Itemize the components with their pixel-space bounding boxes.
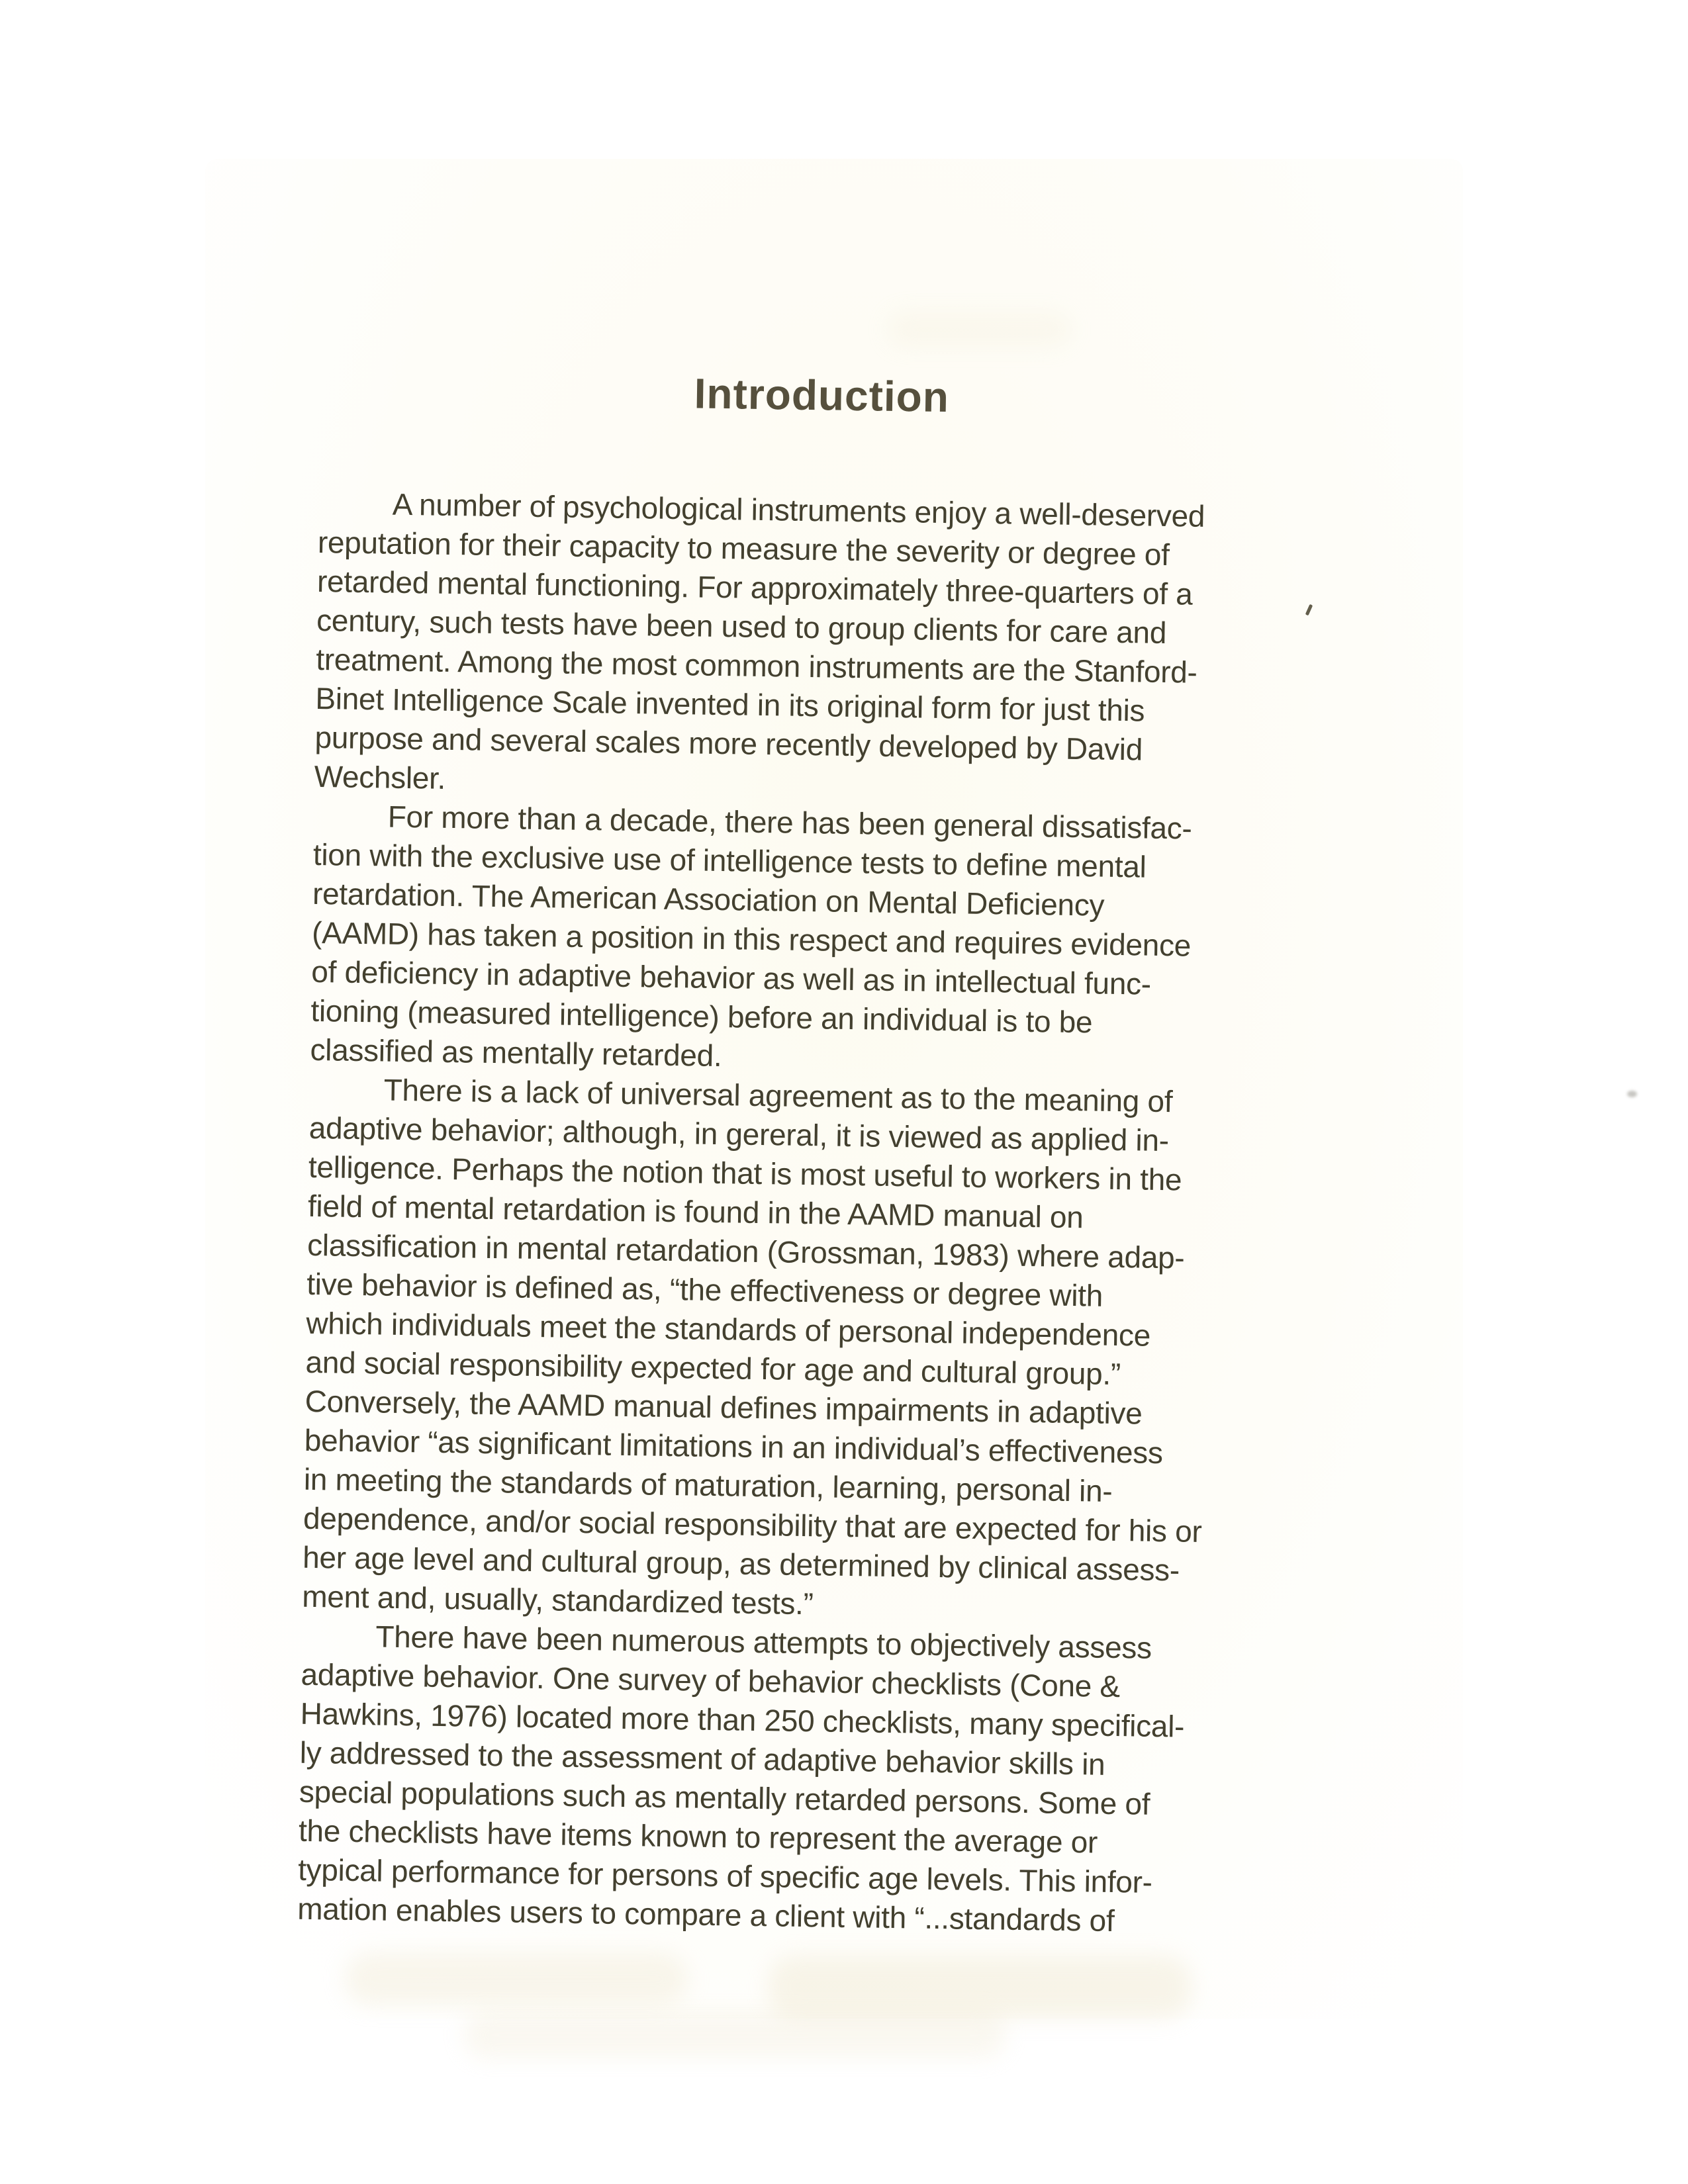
text-line: classified as mentally retarded. bbox=[310, 1032, 722, 1073]
text-line: mation enables users to compare a client with “...standards of bbox=[297, 1891, 1115, 1938]
text-line: and social responsibility expected for age and cultural group.” bbox=[305, 1344, 1121, 1392]
text-line: classification in mental retardation (Grossman, 1983) where adap- bbox=[306, 1227, 1185, 1275]
text-line: telligence. Perhaps the notion that is most useful to workers in the bbox=[308, 1149, 1182, 1197]
body-text bbox=[297, 484, 1404, 1944]
text-line: the checklists have items known to represent the average or bbox=[298, 1813, 1098, 1860]
text-line: Conversely, the AAMD manual defines impairments in adaptive bbox=[305, 1383, 1143, 1431]
text-line: ly addressed to the assessment of adaptive behavior skills in bbox=[299, 1735, 1105, 1782]
text-line: For more than a decade, there has been general dissatisfac- bbox=[387, 799, 1192, 846]
text-line: (AAMD) has taken a position in this respect and requires evidence bbox=[311, 915, 1192, 963]
text-line: reputation for their capacity to measure the severity or degree of bbox=[317, 524, 1170, 572]
text-line: her age level and cultural group, as determined by clinical assess- bbox=[302, 1539, 1180, 1588]
text-line: A number of psychological instruments enjoy a well-deserved bbox=[392, 486, 1205, 533]
text-line: which individuals meet the standards of personal independence bbox=[306, 1305, 1151, 1353]
text-line: There is a lack of universal agreement as to the meaning of bbox=[383, 1072, 1173, 1119]
text-line: special populations such as mentally retarded persons. Some of bbox=[299, 1774, 1150, 1821]
scan-artifact-speck bbox=[1627, 1091, 1637, 1097]
text-line: retarded mental functioning. For approximately three-quarters of a bbox=[316, 563, 1193, 612]
text-line: tive behavior is defined as, “the effectiveness or degree with bbox=[306, 1266, 1103, 1313]
scan-bleedthrough-smudge bbox=[344, 1952, 688, 2005]
text-line: purpose and several scales more recently developed by David bbox=[314, 719, 1143, 767]
text-line: typical performance for persons of specific age levels. This infor- bbox=[297, 1852, 1153, 1899]
page-content bbox=[297, 361, 1406, 1944]
text-line: tion with the exclusive use of intelligence tests to define mental bbox=[312, 837, 1147, 884]
text-line: ment and, usually, standardized tests.” bbox=[301, 1578, 814, 1621]
scan-bleedthrough-smudge bbox=[887, 311, 1072, 347]
paragraph bbox=[297, 1616, 1387, 1944]
text-line: of deficiency in adaptive behavior as well as in intellectual func- bbox=[310, 954, 1152, 1001]
text-line: tioning (measured intelligence) before an individual is to be bbox=[310, 993, 1093, 1040]
paragraph bbox=[314, 484, 1404, 812]
text-line: behavior “as significant limitations in an individual’s effectiveness bbox=[304, 1422, 1164, 1471]
scan-bleedthrough-smudge bbox=[768, 1956, 1192, 2019]
text-line: adaptive behavior; although, in gereral, it is viewed as applied in- bbox=[308, 1110, 1170, 1158]
text-line: There have been numerous attempts to objectively assess bbox=[375, 1619, 1152, 1665]
text-line: Wechsler. bbox=[314, 758, 446, 796]
text-line: adaptive behavior. One survey of behavior checklists (Cone & bbox=[301, 1657, 1121, 1704]
text-line: treatment. Among the most common instruments are the Stanford- bbox=[315, 641, 1197, 690]
text-line: field of mental retardation is found in the AAMD manual on bbox=[307, 1188, 1084, 1235]
text-line: in meeting the standards of maturation, learning, personal in- bbox=[303, 1461, 1113, 1508]
text-line: dependence, and/or social responsibility that are expected for his or bbox=[303, 1500, 1202, 1549]
text-line: Binet Intelligence Scale invented in its original form for just this bbox=[315, 680, 1145, 728]
paragraph bbox=[310, 796, 1399, 1085]
text-line: century, such tests have been used to group clients for care and bbox=[316, 602, 1167, 651]
text-line: Hawkins, 1976) located more than 250 checklists, many specifical- bbox=[300, 1696, 1185, 1744]
text-line: retardation. The American Association on Mental Deficiency bbox=[312, 876, 1105, 923]
page-title: Introduction bbox=[694, 369, 950, 422]
scan-bleedthrough-smudge bbox=[463, 2012, 1006, 2058]
paragraph bbox=[302, 1069, 1395, 1632]
